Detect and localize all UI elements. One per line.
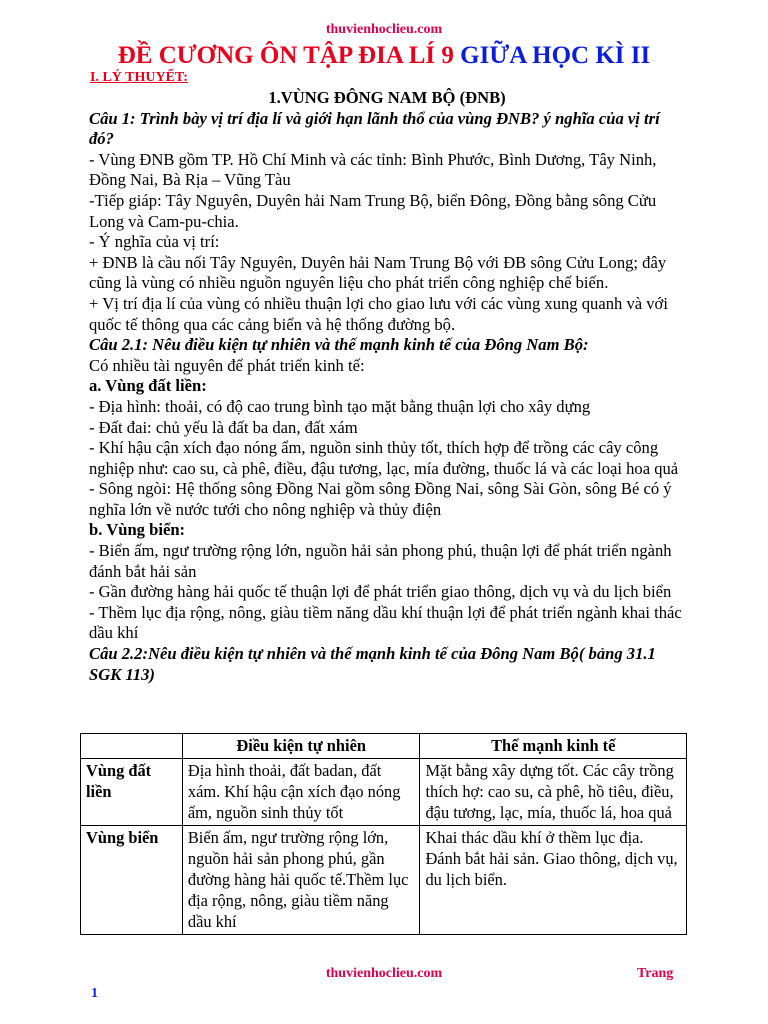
table-header-cell: Thế mạnh kinh tế — [420, 734, 687, 759]
table-header-cell: Điều kiện tự nhiên — [182, 734, 420, 759]
paragraph: - Khí hậu cận xích đạo nóng ẩm, nguồn sinh thủy tốt, thích hợp để trồng các cây công nghiệp như: cao su, cà phê, điều, đậu tương, lạc, mía đường, thuốc lá và các loại hoa quả — [89, 438, 679, 478]
paragraph: - Biển ấm, ngư trường rộng lớn, nguồn hải sản phong phú, thuận lợi để phát triển ngành đánh bắt hải sản — [89, 541, 672, 581]
paragraph: + ĐNB là cầu nối Tây Nguyên, Duyên hải Nam Trung Bộ với ĐB sông Cửu Long; đây cũng là vùng có nhiều nguồn nguyên liệu cho phát triển công nghiệp chế biến. — [89, 252, 667, 293]
table-row — [81, 759, 687, 826]
table-cell: Biển ấm, ngư trường rộng lớn, nguồn hải sản phong phú, gần đường hàng hải quốc tế.Thềm lục địa rộng, nông, giàu tiềm năng dầu khí — [182, 826, 420, 935]
paragraph: - Thềm lục địa rộng, nông, giàu tiềm năng dầu khí thuận lợi để phát triển ngành khai thác dầu khí — [89, 602, 682, 643]
document-title — [0, 42, 768, 70]
title-part-blue: GIỮA HỌC KÌ II — [460, 42, 651, 69]
comparison-table — [80, 733, 687, 935]
paragraph: - Vùng ĐNB gồm TP. Hồ Chí Minh và các tỉnh: Bình Phước, Bình Dương, Tây Ninh, Đồng Nai, Bà Rịa – Vũng Tàu — [89, 149, 657, 190]
section-label: I. LÝ THUYẾT: — [90, 70, 188, 85]
title-part-red: ĐỀ CƯƠNG ÔN TẬP ĐIA LÍ 9 — [117, 42, 461, 69]
land-subheading: a. Vùng đất liền: — [89, 376, 207, 396]
table-row-label: Vùng biển — [81, 826, 183, 935]
site-footer-link[interactable]: thuvienhoclieu.com — [325, 966, 443, 981]
table-cell: Khai thác dầu khí ở thềm lục địa. Đánh bắt hải sản. Giao thông, dịch vụ, du lịch biển. — [420, 826, 687, 935]
paragraph: -Tiếp giáp: Tây Nguyên, Duyên hải Nam Trung Bộ, biển Đông, Đồng bằng sông Cửu Long và Cam-pu-chia. — [89, 190, 657, 231]
table-row-label: Vùng đất liền — [81, 759, 183, 826]
document-body — [89, 88, 685, 685]
question-1-title: Câu 1: Trình bày vị trí địa lí và giới hạn lãnh thổ của vùng ĐNB? ý nghĩa của vị trí đó? — [89, 108, 660, 149]
site-header-link[interactable]: thuvienhoclieu.com — [325, 22, 443, 37]
question-2-2-title: Câu 2.2:Nêu điều kiện tự nhiên và thế mạnh kinh tế của Đông Nam Bộ( bảng 31.1 SGK 113) — [89, 644, 656, 684]
paragraph: - Địa hình: thoải, có độ cao trung bình tạo mặt bằng thuận lợi cho xây dựng — [89, 396, 591, 416]
table-header-row — [81, 734, 687, 759]
page-number: 1 — [91, 986, 98, 1001]
table-cell: Địa hình thoải, đất badan, đất xám. Khí hậu cận xích đạo nóng ẩm, nguồn sinh thủy tốt — [182, 759, 420, 826]
region-heading: 1.VÙNG ĐÔNG NAM BỘ (ĐNB) — [268, 88, 506, 107]
paragraph: - Sông ngòi: Hệ thống sông Đồng Nai gồm sông Đồng Nai, sông Sài Gòn, sông Bé có ý nghĩa lớn về nước tưới cho nông nghiệp và thủy điện — [89, 479, 672, 519]
sea-subheading: b. Vùng biển: — [89, 520, 186, 540]
table-cell: Mặt bằng xây dựng tốt. Các cây trồng thích hợ: cao su, cà phê, hồ tiêu, điều, đậu tương, lạc, mía, thuốc lá, hoa quả — [420, 759, 687, 826]
paragraph: + Vị trí địa lí của vùng có nhiều thuận lợi cho giao lưu với các vùng xung quanh và với quốc tế thông qua các cảng biển và hệ thống đường bộ. — [89, 293, 668, 334]
page-label: Trang — [637, 966, 674, 981]
question-2-1-title: Câu 2.1: Nêu điều kiện tự nhiên và thế mạnh kinh tế của Đông Nam Bộ: — [89, 335, 589, 355]
table-row — [81, 826, 687, 935]
table-header-cell — [81, 734, 183, 759]
paragraph: Có nhiều tài nguyên để phát triển kinh tế: — [89, 355, 365, 375]
paragraph: - Gần đường hàng hải quốc tế thuận lợi để phát triển giao thông, dịch vụ và du lịch biển — [89, 582, 672, 602]
paragraph: - Đất đai: chủ yếu là đất ba dan, đất xám — [89, 417, 358, 437]
paragraph: - Ý nghĩa của vị trí: — [89, 232, 220, 252]
